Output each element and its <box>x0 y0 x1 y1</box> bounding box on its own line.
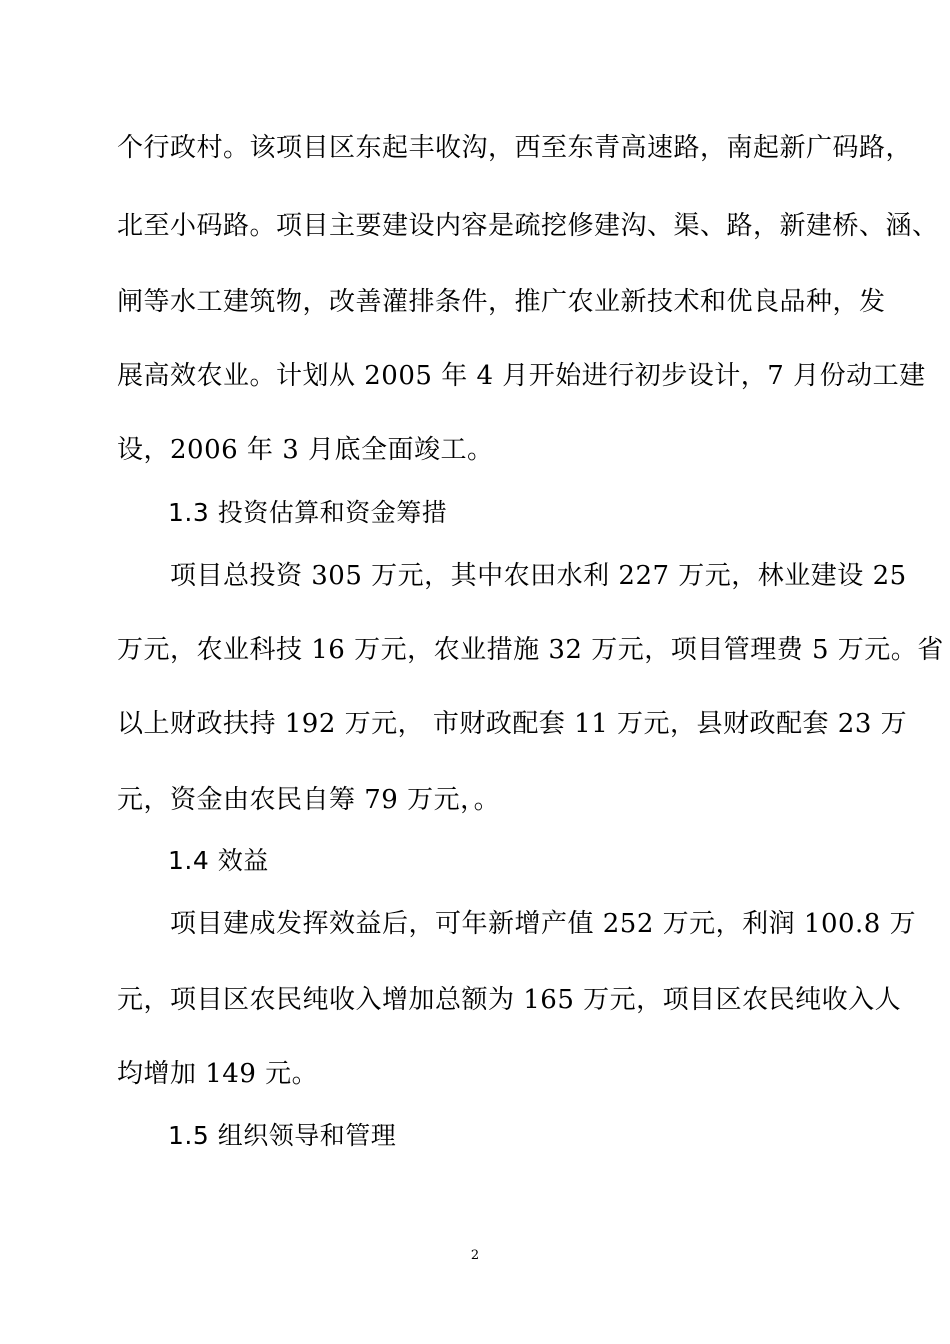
body-text-line: 北至小码路。项目主要建设内容是疏挖修建沟、渠、路，新建桥、涵、 <box>117 211 939 241</box>
body-text-line: 展高效农业。计划从 2005 年 4 月开始进行初步设计，7 月份动工建 <box>117 361 926 391</box>
body-text-line: 闸等水工建筑物，改善灌排条件，推广农业新技术和优良品种，发 <box>117 287 886 317</box>
body-text-line: 个行政村。该项目区东起丰收沟，西至东青高速路，南起新广码路， <box>117 133 913 163</box>
body-text-line: 设，2006 年 3 月底全面竣工。 <box>117 435 494 465</box>
section-heading-1-5: 1.5 组织领导和管理 <box>168 1121 397 1150</box>
section-heading-1-3: 1.3 投资估算和资金筹措 <box>168 498 448 527</box>
body-text-line: 项目建成发挥效益后，可年新增产值 252 万元，利润 100.8 万 <box>170 909 917 939</box>
body-text-line: 万元，农业科技 16 万元，农业措施 32 万元，项目管理费 5 万元。省 <box>117 635 944 665</box>
body-text-line: 项目总投资 305 万元，其中农田水利 227 万元，林业建设 25 <box>170 561 907 591</box>
section-heading-1-4: 1.4 效益 <box>168 846 269 875</box>
body-text-line: 元，项目区农民纯收入增加总额为 165 万元，项目区农民纯收入人 <box>117 985 902 1015</box>
body-text-line: 均增加 149 元。 <box>117 1059 319 1089</box>
body-text-line: 元，资金由农民自筹 79 万元，。 <box>117 785 501 815</box>
page-number: 2 <box>470 1248 480 1263</box>
body-text-line: 以上财政扶持 192 万元， 市财政配套 11 万元，县财政配套 23 万 <box>117 709 908 739</box>
